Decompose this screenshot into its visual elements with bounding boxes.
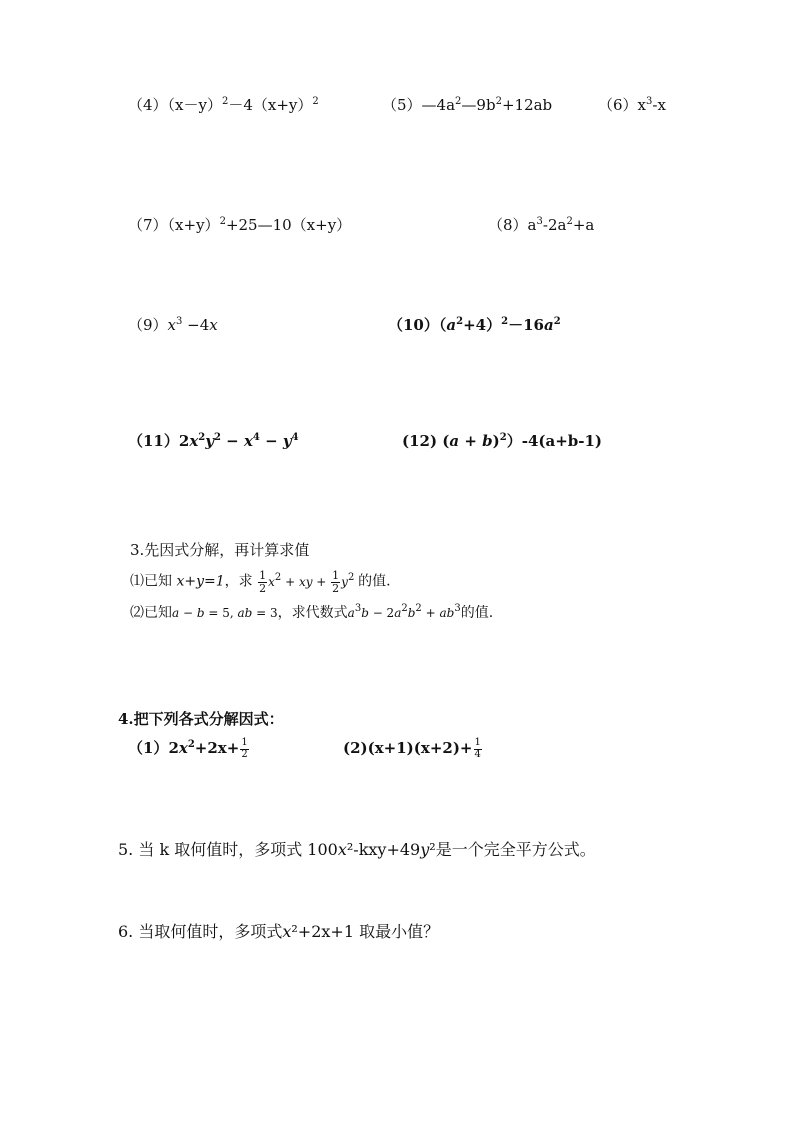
q6-var: x	[282, 922, 292, 941]
problem-8-label: （8）	[488, 216, 528, 234]
problem-6-expr: $x^3-x$	[637, 96, 666, 114]
q5-text-b: ²-kxy+49	[346, 840, 421, 859]
problem-4-expr: $(x-y)^2-4(x+y)^2$	[167, 96, 319, 114]
problem-12	[402, 432, 602, 450]
problem-11-expr: $2x^2y^2 - x^4 - y^4$	[178, 432, 299, 450]
question-4-title: 4.把下列各式分解因式：	[118, 710, 284, 728]
question-3-part-2	[130, 605, 493, 622]
problem-12-label: (12)	[402, 432, 438, 450]
problem-10	[388, 316, 561, 334]
question-5	[118, 840, 596, 859]
q6-text-b: ²+2x+1 取最小值？	[291, 922, 440, 941]
q6-text-a: 6. 当取何值时，多项式	[118, 922, 283, 941]
q3-s2-condition: a − b = 5, ab = 3	[172, 606, 278, 620]
q3-s1-expression: $\frac{1}{2}$ $x^2$ + xy + $\frac{1}{2}$ $y^2$	[259, 569, 355, 595]
q4-s2-label: (2)	[343, 739, 368, 757]
question-3-title: 3.先因式分解，再计算求值	[130, 541, 310, 559]
q4-s1-label: （1）	[128, 739, 169, 757]
problem-12-expr: $(a + b)^2)-4(a+b-1)$	[437, 432, 603, 450]
problem-8-expr: $a^3-2a^2+a$	[527, 216, 595, 234]
q3-s1-prefix: ⑴已知	[130, 573, 172, 590]
problem-11	[128, 432, 299, 450]
problem-10-label: （10）	[388, 316, 439, 334]
question-6	[118, 922, 439, 941]
q3-s1-condition: x+y=1	[176, 573, 225, 590]
q5-var-2: y	[420, 840, 430, 859]
q5-text-c: ²是一个完全平方公式。	[429, 840, 596, 859]
problem-9	[128, 316, 218, 334]
problem-5	[382, 96, 552, 114]
problem-6	[598, 96, 666, 114]
q3-s1-mid: ，求	[224, 573, 253, 590]
q3-s2-mid: ，求代数式	[277, 605, 348, 621]
problem-6-label: （6）	[598, 96, 638, 114]
q4-s2-expression: (x+1)(x+2)+ $\frac{1}{4}$	[367, 737, 481, 760]
problem-8	[488, 216, 594, 234]
q4-s1-expression: $2x^2+2x+$ $\frac{1}{2}$	[168, 737, 248, 760]
question-3-part-1	[130, 570, 391, 594]
q5-var-1: x	[337, 840, 347, 859]
problem-4	[128, 96, 319, 114]
q3-s2-prefix: ⑵已知	[130, 605, 172, 621]
problem-7-label: （7）	[128, 216, 168, 234]
q3-s1-suffix: 的值.	[358, 573, 391, 590]
question-4-part-1	[128, 738, 250, 760]
problem-7	[128, 216, 351, 234]
problem-9-label: （9）	[128, 316, 168, 334]
problem-10-expr: $(a^2+4)^2-16a^2$	[438, 316, 561, 334]
problem-5-label: （5）	[382, 96, 422, 114]
problem-5-expr: $—4a^2—9b^2+12ab$	[421, 96, 553, 114]
problem-11-label: （11）	[128, 432, 179, 450]
problem-9-expr: $x^3 -4x$	[167, 316, 218, 334]
problem-7-expr: $(x+y)^2+25—10(x+y)$	[167, 216, 352, 234]
problem-4-label: （4）	[128, 96, 168, 114]
question-4-part-2	[343, 738, 483, 760]
q3-s2-suffix: 的值.	[460, 605, 494, 621]
q3-s2-expression: $a^3b - 2a^2b^2 + ab^3$	[347, 603, 461, 620]
q5-text-a: 5. 当 k 取何值时，多项式 100	[118, 840, 338, 859]
